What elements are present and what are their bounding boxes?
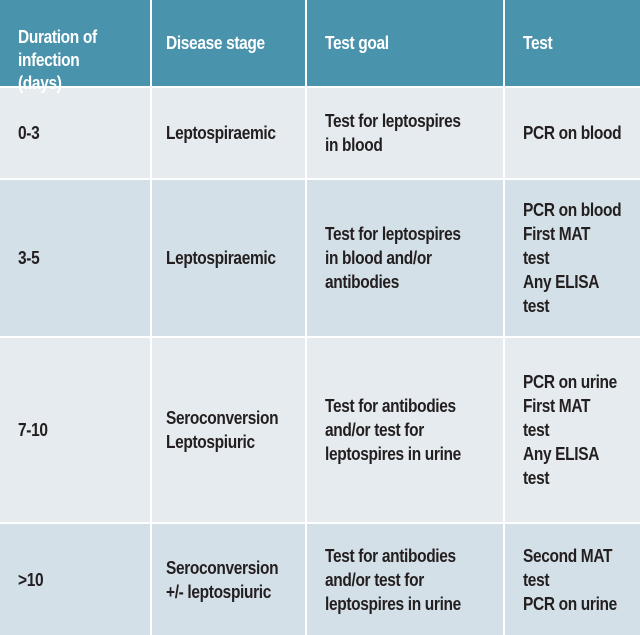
row-2-test: PCR on blood First MAT test Any ELISA test xyxy=(505,180,640,336)
row-3-goal: Test for antibodies and/or test for leptospires in urine xyxy=(307,338,503,522)
header-test-goal: Test goal xyxy=(307,0,503,86)
row-1-test: PCR on blood xyxy=(505,88,640,178)
row-2-goal: Test for leptospires in blood and/or antibodies xyxy=(307,180,503,336)
row-2-duration: 3-5 xyxy=(0,180,150,336)
row-1-stage: Leptospiraemic xyxy=(152,88,305,178)
row-4-stage: Seroconversion +/- leptospiuric xyxy=(152,524,305,635)
row-3-stage: Seroconversion Leptospiuric xyxy=(152,338,305,522)
row-4-duration: >10 xyxy=(0,524,150,635)
header-duration: Duration of infection (days) xyxy=(0,0,150,86)
row-2-stage: Leptospiraemic xyxy=(152,180,305,336)
row-3-duration: 7-10 xyxy=(0,338,150,522)
row-1-goal: Test for leptospires in blood xyxy=(307,88,503,178)
row-1-duration: 0-3 xyxy=(0,88,150,178)
header-disease-stage: Disease stage xyxy=(152,0,305,86)
row-4-goal: Test for antibodies and/or test for leptospires in urine xyxy=(307,524,503,635)
header-test: Test xyxy=(505,0,640,86)
row-4-test: Second MAT test PCR on urine xyxy=(505,524,640,635)
row-3-test: PCR on urine First MAT test Any ELISA test xyxy=(505,338,640,522)
